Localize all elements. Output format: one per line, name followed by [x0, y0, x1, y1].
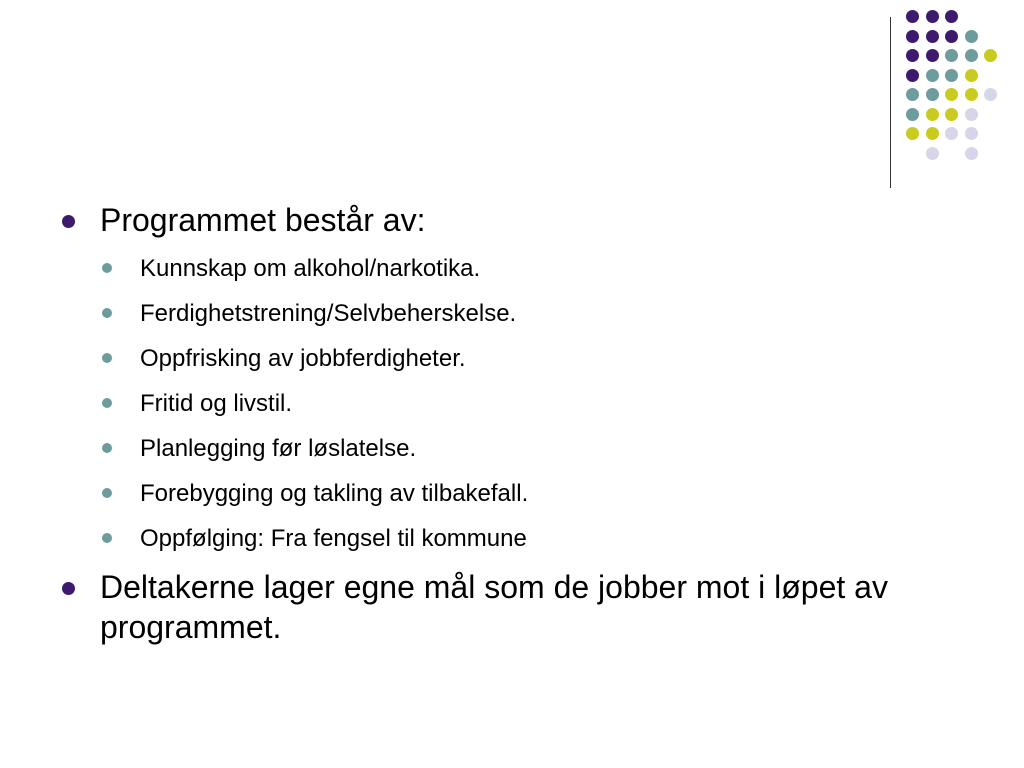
decorative-dot [906, 10, 919, 23]
decorative-dot [965, 49, 978, 62]
bullet-item-goals [60, 567, 980, 647]
sub-bullet-dot-icon [102, 398, 112, 408]
decorative-dot [926, 88, 939, 101]
sub-bullet-dot-icon [102, 443, 112, 453]
decorative-dot [926, 69, 939, 82]
decorative-dot [965, 147, 978, 160]
sub-bullet-text: Oppfrisking av jobbferdigheter. [140, 345, 466, 372]
sub-bullet-text: Fritid og livstil. [140, 390, 293, 417]
sub-bullet-item [60, 291, 980, 336]
sub-bullet-item [60, 246, 980, 291]
decorative-dot [945, 127, 958, 140]
decorative-dot [945, 10, 958, 23]
sub-bullet-text: Forebygging og takling av tilbakefall. [140, 480, 529, 507]
decorative-dot [984, 88, 997, 101]
decorative-dot [965, 108, 978, 121]
decorative-dot [945, 49, 958, 62]
bullet-dot-icon [62, 582, 75, 595]
decorative-dot [984, 49, 997, 62]
decorative-dot [926, 147, 939, 160]
decorative-dot-grid [906, 10, 1006, 170]
sub-bullet-text: Planlegging før løslatelse. [140, 435, 417, 462]
decorative-dot [965, 127, 978, 140]
sub-bullet-item [60, 426, 980, 471]
bullet-list [60, 200, 980, 653]
decorative-dot [945, 69, 958, 82]
sub-bullet-item [60, 336, 980, 381]
sub-bullet-dot-icon [102, 308, 112, 318]
bullet-text: Deltakerne lager egne mål som de jobber mot i løpet av programmet. [100, 569, 888, 645]
sub-bullet-item [60, 516, 980, 561]
sub-bullet-item [60, 471, 980, 516]
sub-bullet-list [60, 246, 980, 561]
bullet-item-program [60, 200, 980, 240]
decorative-dot [945, 30, 958, 43]
decorative-dot [926, 10, 939, 23]
sub-bullet-text: Oppfølging: Fra fengsel til kommune [140, 525, 527, 552]
decorative-dot [906, 108, 919, 121]
decorative-dot [906, 30, 919, 43]
sub-bullet-dot-icon [102, 488, 112, 498]
decorative-dot [906, 49, 919, 62]
decorative-dot [926, 127, 939, 140]
decorative-dot [945, 88, 958, 101]
sub-bullet-text: Kunnskap om alkohol/narkotika. [140, 255, 481, 282]
bullet-dot-icon [62, 215, 75, 228]
sub-bullet-text: Ferdighetstrening/Selvbeherskelse. [140, 300, 517, 327]
sub-bullet-item [60, 381, 980, 426]
decorative-dot [945, 108, 958, 121]
decorative-dot [926, 49, 939, 62]
decorative-dot [906, 88, 919, 101]
sub-bullet-dot-icon [102, 533, 112, 543]
decorative-dot [906, 127, 919, 140]
sub-bullet-dot-icon [102, 353, 112, 363]
decorative-dot [965, 30, 978, 43]
bullet-text: Programmet består av: [100, 202, 426, 238]
decorative-dot [926, 30, 939, 43]
decorative-dot [926, 108, 939, 121]
decorative-dot [906, 69, 919, 82]
vertical-divider [890, 17, 891, 188]
sub-bullet-dot-icon [102, 263, 112, 273]
decorative-dot [965, 88, 978, 101]
decorative-dot [965, 69, 978, 82]
